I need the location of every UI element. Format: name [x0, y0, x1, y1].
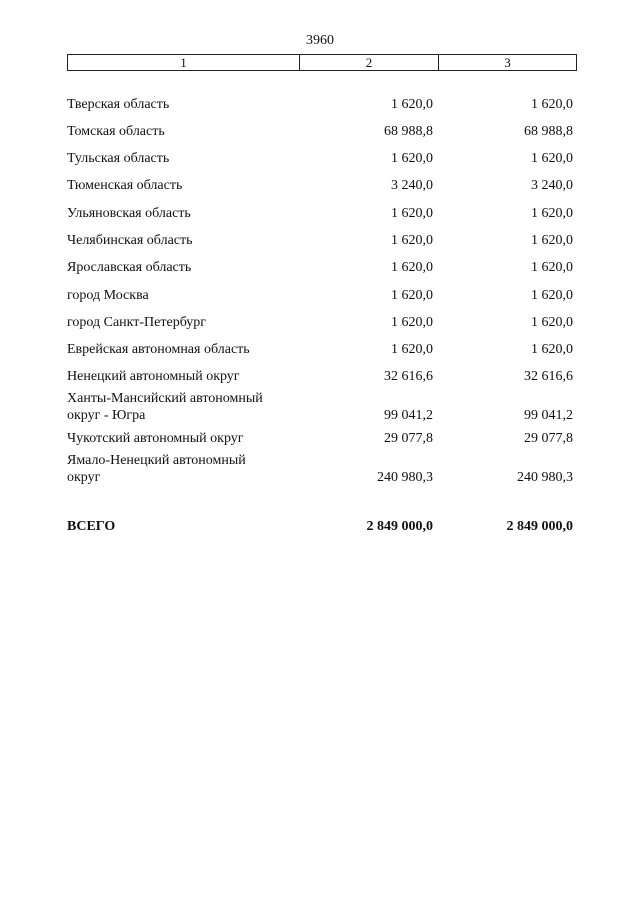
region-name: город Санкт-Петербург	[67, 315, 207, 330]
region-name: Ярославская область	[67, 260, 192, 275]
page-number: 3960	[306, 33, 334, 48]
region-name: Тульская область	[67, 151, 170, 166]
column-header-1: 1	[68, 55, 300, 70]
column-header-3: 3	[504, 55, 511, 70]
value-col-2: 3 240,0	[391, 178, 433, 193]
value-col-3: 32 616,6	[524, 369, 573, 384]
value-col-2: 240 980,3	[377, 470, 433, 485]
region-name: Ханты-Мансийский автономный округ - Югра	[67, 391, 263, 423]
value-col-3: 1 620,0	[531, 288, 573, 303]
value-col-2: 1 620,0	[391, 342, 433, 357]
value-col-3: 1 620,0	[531, 260, 573, 275]
value-col-3: 1 620,0	[531, 206, 573, 221]
value-col-3: 29 077,8	[524, 431, 573, 446]
value-col-3: 1 620,0	[531, 342, 573, 357]
region-name: город Москва	[67, 288, 149, 303]
region-name: Чукотский автономный округ	[67, 431, 244, 446]
total-col-3: 2 849 000,0	[506, 519, 573, 534]
total-label: ВСЕГО	[67, 519, 116, 534]
region-name: Томская область	[67, 124, 165, 139]
value-col-2: 1 620,0	[391, 97, 433, 112]
column-header-2: 2	[300, 55, 439, 70]
value-col-2: 1 620,0	[391, 206, 433, 221]
value-col-2: 99 041,2	[384, 408, 433, 423]
region-name: Ульяновская область	[67, 206, 191, 221]
region-name: Ямало-Ненецкий автономный округ	[67, 453, 246, 485]
value-col-3: 1 620,0	[531, 151, 573, 166]
value-col-2: 32 616,6	[384, 369, 433, 384]
value-col-2: 1 620,0	[391, 260, 433, 275]
value-col-3: 68 988,8	[524, 124, 573, 139]
value-col-2: 1 620,0	[391, 288, 433, 303]
value-col-3: 1 620,0	[531, 97, 573, 112]
region-name: Тюменская область	[67, 178, 183, 193]
value-col-2: 1 620,0	[391, 151, 433, 166]
column-header-row	[67, 54, 577, 71]
value-col-2: 68 988,8	[384, 124, 433, 139]
value-col-3: 99 041,2	[524, 408, 573, 423]
value-col-3: 1 620,0	[531, 315, 573, 330]
value-col-3: 3 240,0	[531, 178, 573, 193]
region-name: Еврейская автономная область	[67, 342, 250, 357]
value-col-2: 1 620,0	[391, 315, 433, 330]
value-col-3: 1 620,0	[531, 233, 573, 248]
total-col-2: 2 849 000,0	[366, 519, 433, 534]
value-col-3: 240 980,3	[517, 470, 573, 485]
value-col-2: 29 077,8	[384, 431, 433, 446]
region-name: Ненецкий автономный округ	[67, 369, 240, 384]
value-col-2: 1 620,0	[391, 233, 433, 248]
region-name: Тверская область	[67, 97, 170, 112]
region-name: Челябинская область	[67, 233, 193, 248]
